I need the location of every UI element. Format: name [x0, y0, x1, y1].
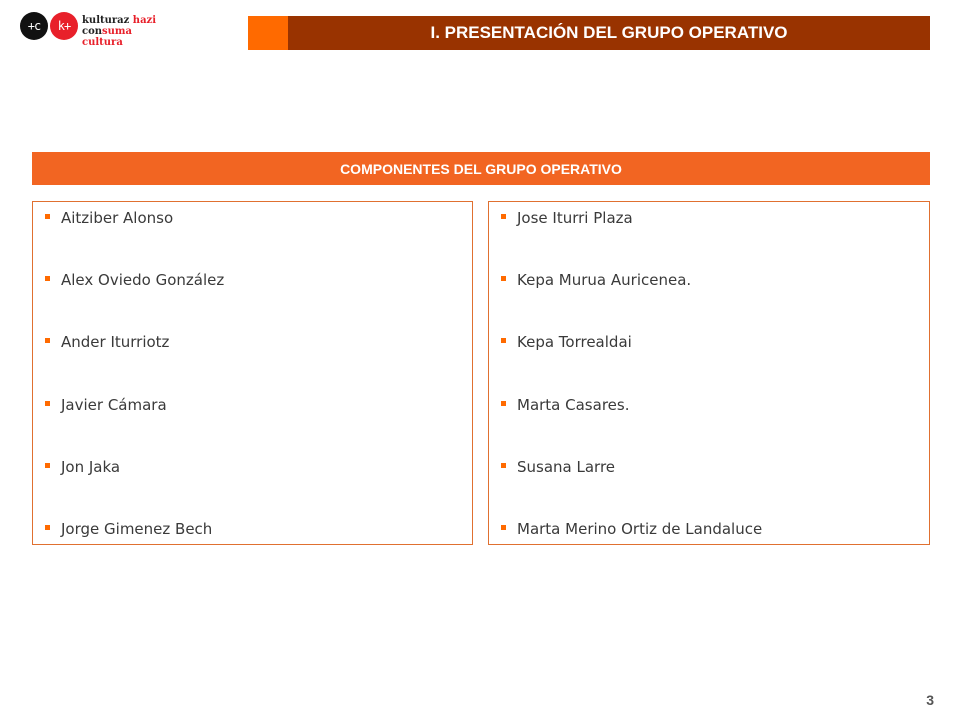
bullet-icon — [501, 463, 506, 468]
member-name: Marta Merino Ortiz de Landaluce — [517, 520, 763, 538]
bullet-icon — [45, 276, 50, 281]
page-title: I. PRESENTACIÓN DEL GRUPO OPERATIVO — [288, 16, 930, 50]
bullet-icon — [501, 401, 506, 406]
list-item — [501, 208, 633, 228]
bullet-icon — [45, 401, 50, 406]
members-box-right — [488, 201, 930, 545]
bullet-icon — [45, 338, 50, 343]
page-number: 3 — [926, 692, 934, 708]
member-name: Aitziber Alonso — [61, 209, 174, 227]
logo-mark-left: +c — [20, 12, 48, 40]
bullet-icon — [501, 525, 506, 530]
bullet-icon — [501, 276, 506, 281]
bullet-icon — [501, 338, 506, 343]
logo-mark-right: k+ — [50, 12, 78, 40]
list-item — [45, 395, 167, 415]
member-name: Marta Casares. — [517, 396, 630, 414]
list-item — [501, 395, 629, 415]
logo-text-1a: kulturaz — [82, 15, 133, 26]
list-item — [501, 457, 615, 477]
list-item — [501, 270, 691, 290]
brand-logo — [20, 12, 170, 48]
header-accent — [248, 16, 288, 50]
list-item — [45, 519, 212, 539]
logo-text-1b: hazi — [132, 15, 157, 26]
list-item — [501, 519, 762, 539]
header-bar — [248, 16, 930, 50]
member-name: Ander Iturriotz — [61, 333, 170, 351]
bullet-icon — [501, 214, 506, 219]
list-item — [45, 208, 173, 228]
members-box-left — [32, 201, 473, 545]
member-name: Jorge Gimenez Bech — [61, 520, 213, 538]
member-name: Javier Cámara — [61, 396, 167, 414]
logo-text-2a: con — [82, 26, 103, 37]
member-name: Jon Jaka — [61, 458, 121, 476]
bullet-icon — [45, 463, 50, 468]
member-name: Susana Larre — [517, 458, 616, 476]
logo-text-2b: suma cultura — [82, 26, 132, 48]
bullet-icon — [45, 214, 50, 219]
section-title: COMPONENTES DEL GRUPO OPERATIVO — [32, 152, 930, 185]
list-item — [45, 270, 224, 290]
bullet-icon — [45, 525, 50, 530]
member-name: Alex Oviedo González — [61, 271, 225, 289]
logo-wordmark — [82, 15, 170, 48]
list-item — [45, 457, 120, 477]
member-name: Jose Iturri Plaza — [517, 209, 633, 227]
member-name: Kepa Torrealdai — [517, 333, 632, 351]
list-item — [501, 332, 632, 352]
member-name: Kepa Murua Auricenea. — [517, 271, 692, 289]
list-item — [45, 332, 169, 352]
